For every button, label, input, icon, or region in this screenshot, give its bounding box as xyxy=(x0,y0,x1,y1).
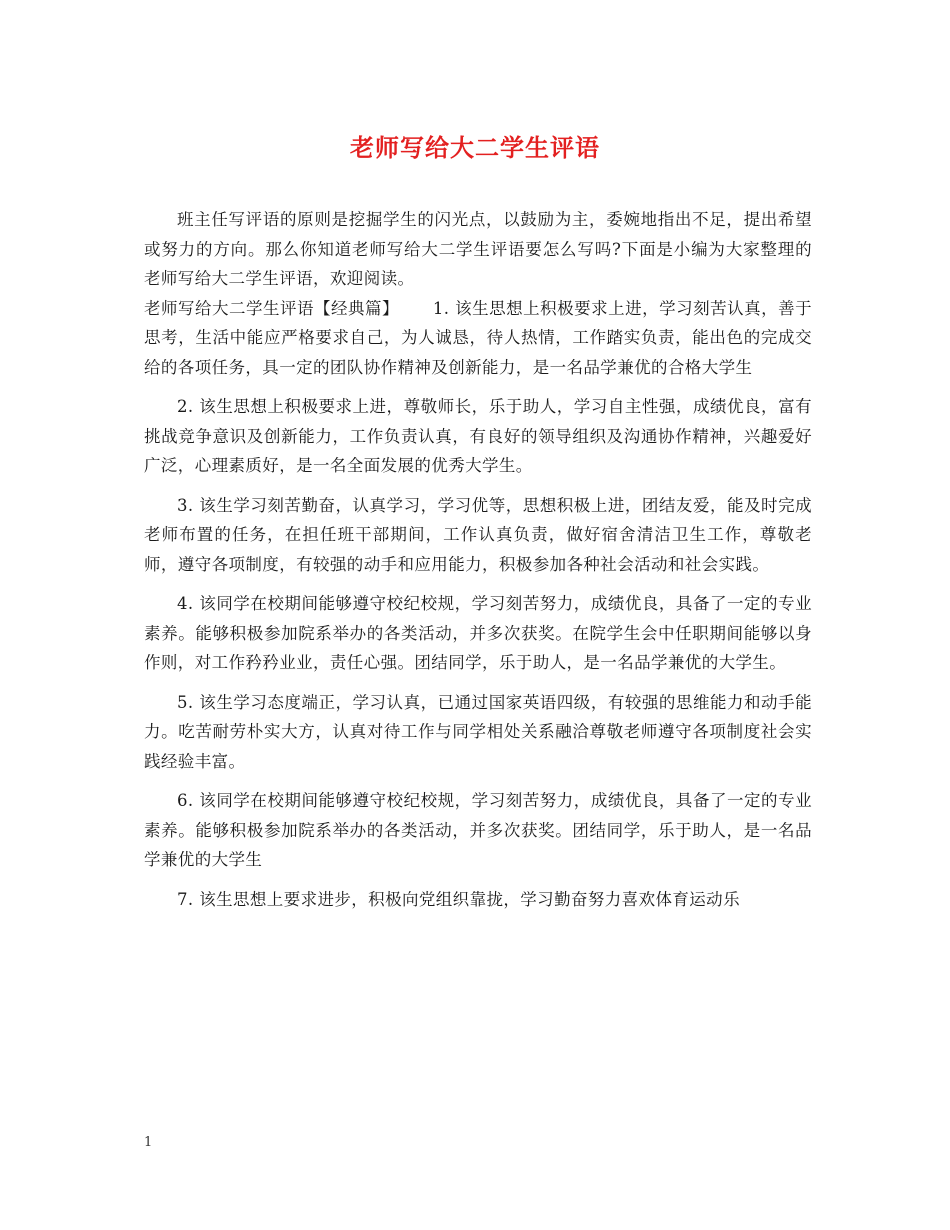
paragraph-gap xyxy=(144,776,812,786)
document-body xyxy=(144,205,812,914)
paragraph-gap xyxy=(144,678,812,688)
comment-item-1: 1. 该生思想上积极要求上进，学习刻苦认真，善于思考，生活中能应严格要求自己，为人诚恳，待人热情，工作踏实负责，能出色的完成交给的各项任务，具一定的团队协作精神及创新能力，是一名品学兼优的合格大学生 xyxy=(144,298,812,377)
document-title: 老师写给大二学生评语 xyxy=(350,133,600,162)
paragraph-gap xyxy=(144,481,812,491)
intro-paragraph: 班主任写评语的原则是挖掘学生的闪光点，以鼓励为主，委婉地指出不足，提出希望或努力的方向。那么你知道老师写给大二学生评语要怎么写吗?下面是小编为大家整理的老师写给大二学生评语，欢迎阅读。 xyxy=(144,210,812,288)
comment-item-3: 3. 该生学习刻苦勤奋，认真学习，学习优等，思想积极上进，团结友爱，能及时完成老师布置的任务，在担任班干部期间，工作认真负责，做好宿舍清洁卫生工作，尊敬老师，遵守各项制度，有较强的动手和应用能力，积极参加各种社会活动和社会实践。 xyxy=(144,495,812,574)
page-number: 1 xyxy=(144,1135,153,1150)
section-paragraph xyxy=(144,294,812,383)
comment-item-7: 7. 该生思想上要求进步，积极向党组织靠拢，学习勤奋努力喜欢体育运动乐 xyxy=(177,889,740,909)
comment-item-2: 2. 该生思想上积极要求上进，尊敬师长，乐于助人，学习自主性强，成绩优良，富有挑战竞争意识及创新能力，工作负责认真，有良好的领导组织及沟通协作精神，兴趣爱好广泛，心理素质好，是一名全面发展的优秀大学生。 xyxy=(144,397,812,475)
comment-item-5: 5. 该生学习态度端正，学习认真，已通过国家英语四级，有较强的思维能力和动手能力。吃苦耐劳朴实大方，认真对待工作与同学相处关系融洽尊敬老师遵守各项制度社会实践经验丰富。 xyxy=(144,692,812,771)
section-heading: 老师写给大二学生评语【经典篇】 xyxy=(144,298,399,318)
paragraph-gap xyxy=(144,382,812,392)
comment-item-4: 4. 该同学在校期间能够遵守校纪校规，学习刻苦努力，成绩优良，具备了一定的专业素养。能够积极参加院系举办的各类活动，并多次获奖。在院学生会中任职期间能够以身作则，对工作矜矜业业，责任心强。团结同学，乐于助人，是一名品学兼优的大学生。 xyxy=(144,594,812,672)
paragraph-gap xyxy=(144,875,812,885)
heading-spacer xyxy=(399,299,433,318)
comment-item-6: 6. 该同学在校期间能够遵守校纪校规，学习刻苦努力，成绩优良，具备了一定的专业素养。能够积极参加院系举办的各类活动，并多次获奖。团结同学，乐于助人，是一名品学兼优的大学生 xyxy=(144,791,812,869)
paragraph-gap xyxy=(144,579,812,589)
